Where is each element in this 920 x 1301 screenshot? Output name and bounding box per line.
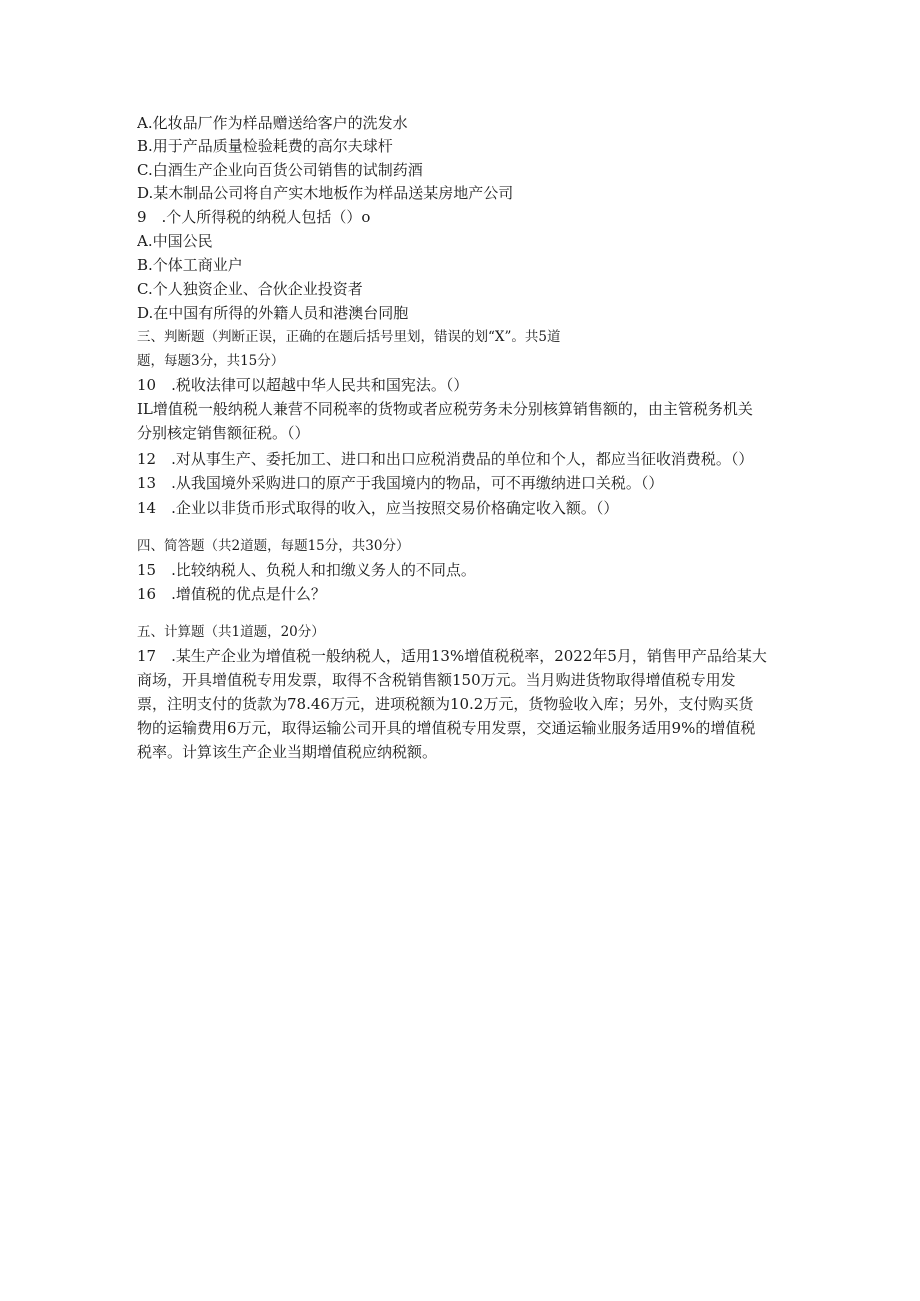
question-11-cont: 分别核定销售额征税。（） (137, 424, 310, 442)
question-11: IL增值税一般纳税人兼营不同税率的货物或者应税劳务未分别核算销售额的，由主管税务机关 (137, 400, 753, 418)
option-a-q9: A.中国公民 (137, 232, 213, 250)
question-17-line-4: 物的运输费用6万元，取得运输公司开具的增值税专用发票，交通运输业服务适用9%的增值税 (137, 719, 756, 737)
option-b-q8: B.用于产品质量检验耗费的高尔夫球杆 (137, 137, 393, 155)
question-17-line-3: 票，注明支付的货款为78.46万元，进项税额为10.2万元，货物验收入库；另外，支付购买货 (137, 695, 754, 713)
section-3-heading-cont: 题，每题3分，共15分） (137, 353, 285, 369)
question-9: 9 .个人所得税的纳税人包括（）o (137, 208, 371, 226)
option-a-q8: A.化妆品厂作为样品赠送给客户的洗发水 (137, 114, 408, 132)
question-17: 17 .某生产企业为增值税一般纳税人，适用13%增值税税率，2022年5月，销售甲产品给某大 (137, 647, 767, 665)
section-3-heading: 三、判断题（判断正误，正确的在题后括号里划，错误的划“X”。共5道 (137, 329, 561, 345)
question-13: 13 .从我国境外采购进口的原产于我国境内的物品，可不再缴纳进口关税。（） (137, 474, 664, 492)
option-b-q9: B.个体工商业户 (137, 256, 243, 274)
question-17-line-2: 商场，开具增值税专用发票，取得不含税销售额150万元。当月购进货物取得增值税专用发 (137, 671, 736, 689)
section-5-heading: 五、计算题（共1道题，20分） (137, 624, 325, 640)
question-16: 16 .增值税的优点是什么？ (137, 585, 326, 603)
option-c-q8: C.白酒生产企业向百货公司销售的试制药酒 (137, 161, 423, 179)
question-10: 10 .税收法律可以超越中华人民共和国宪法。（） (137, 376, 469, 394)
option-d-q9: D.在中国有所得的外籍人员和港澳台同胞 (137, 304, 409, 322)
question-17-line-5: 税率。计算该生产企业当期增值税应纳税额。 (137, 743, 438, 761)
question-12: 12 .对从事生产、委托加工、进口和出口应税消费品的单位和个人，都应当征收消费税。（） (137, 450, 754, 468)
section-4-heading: 四、简答题（共2道题，每题15分，共30分） (137, 538, 410, 554)
question-14: 14 .企业以非货币形式取得的收入，应当按照交易价格确定收入额。（） (137, 499, 619, 517)
option-c-q9: C.个人独资企业、合伙企业投资者 (137, 280, 363, 298)
option-d-q8: D.某木制品公司将自产实木地板作为样品送某房地产公司 (137, 184, 514, 202)
question-15: 15 .比较纳税人、负税人和扣缴义务人的不同点。 (137, 561, 476, 579)
